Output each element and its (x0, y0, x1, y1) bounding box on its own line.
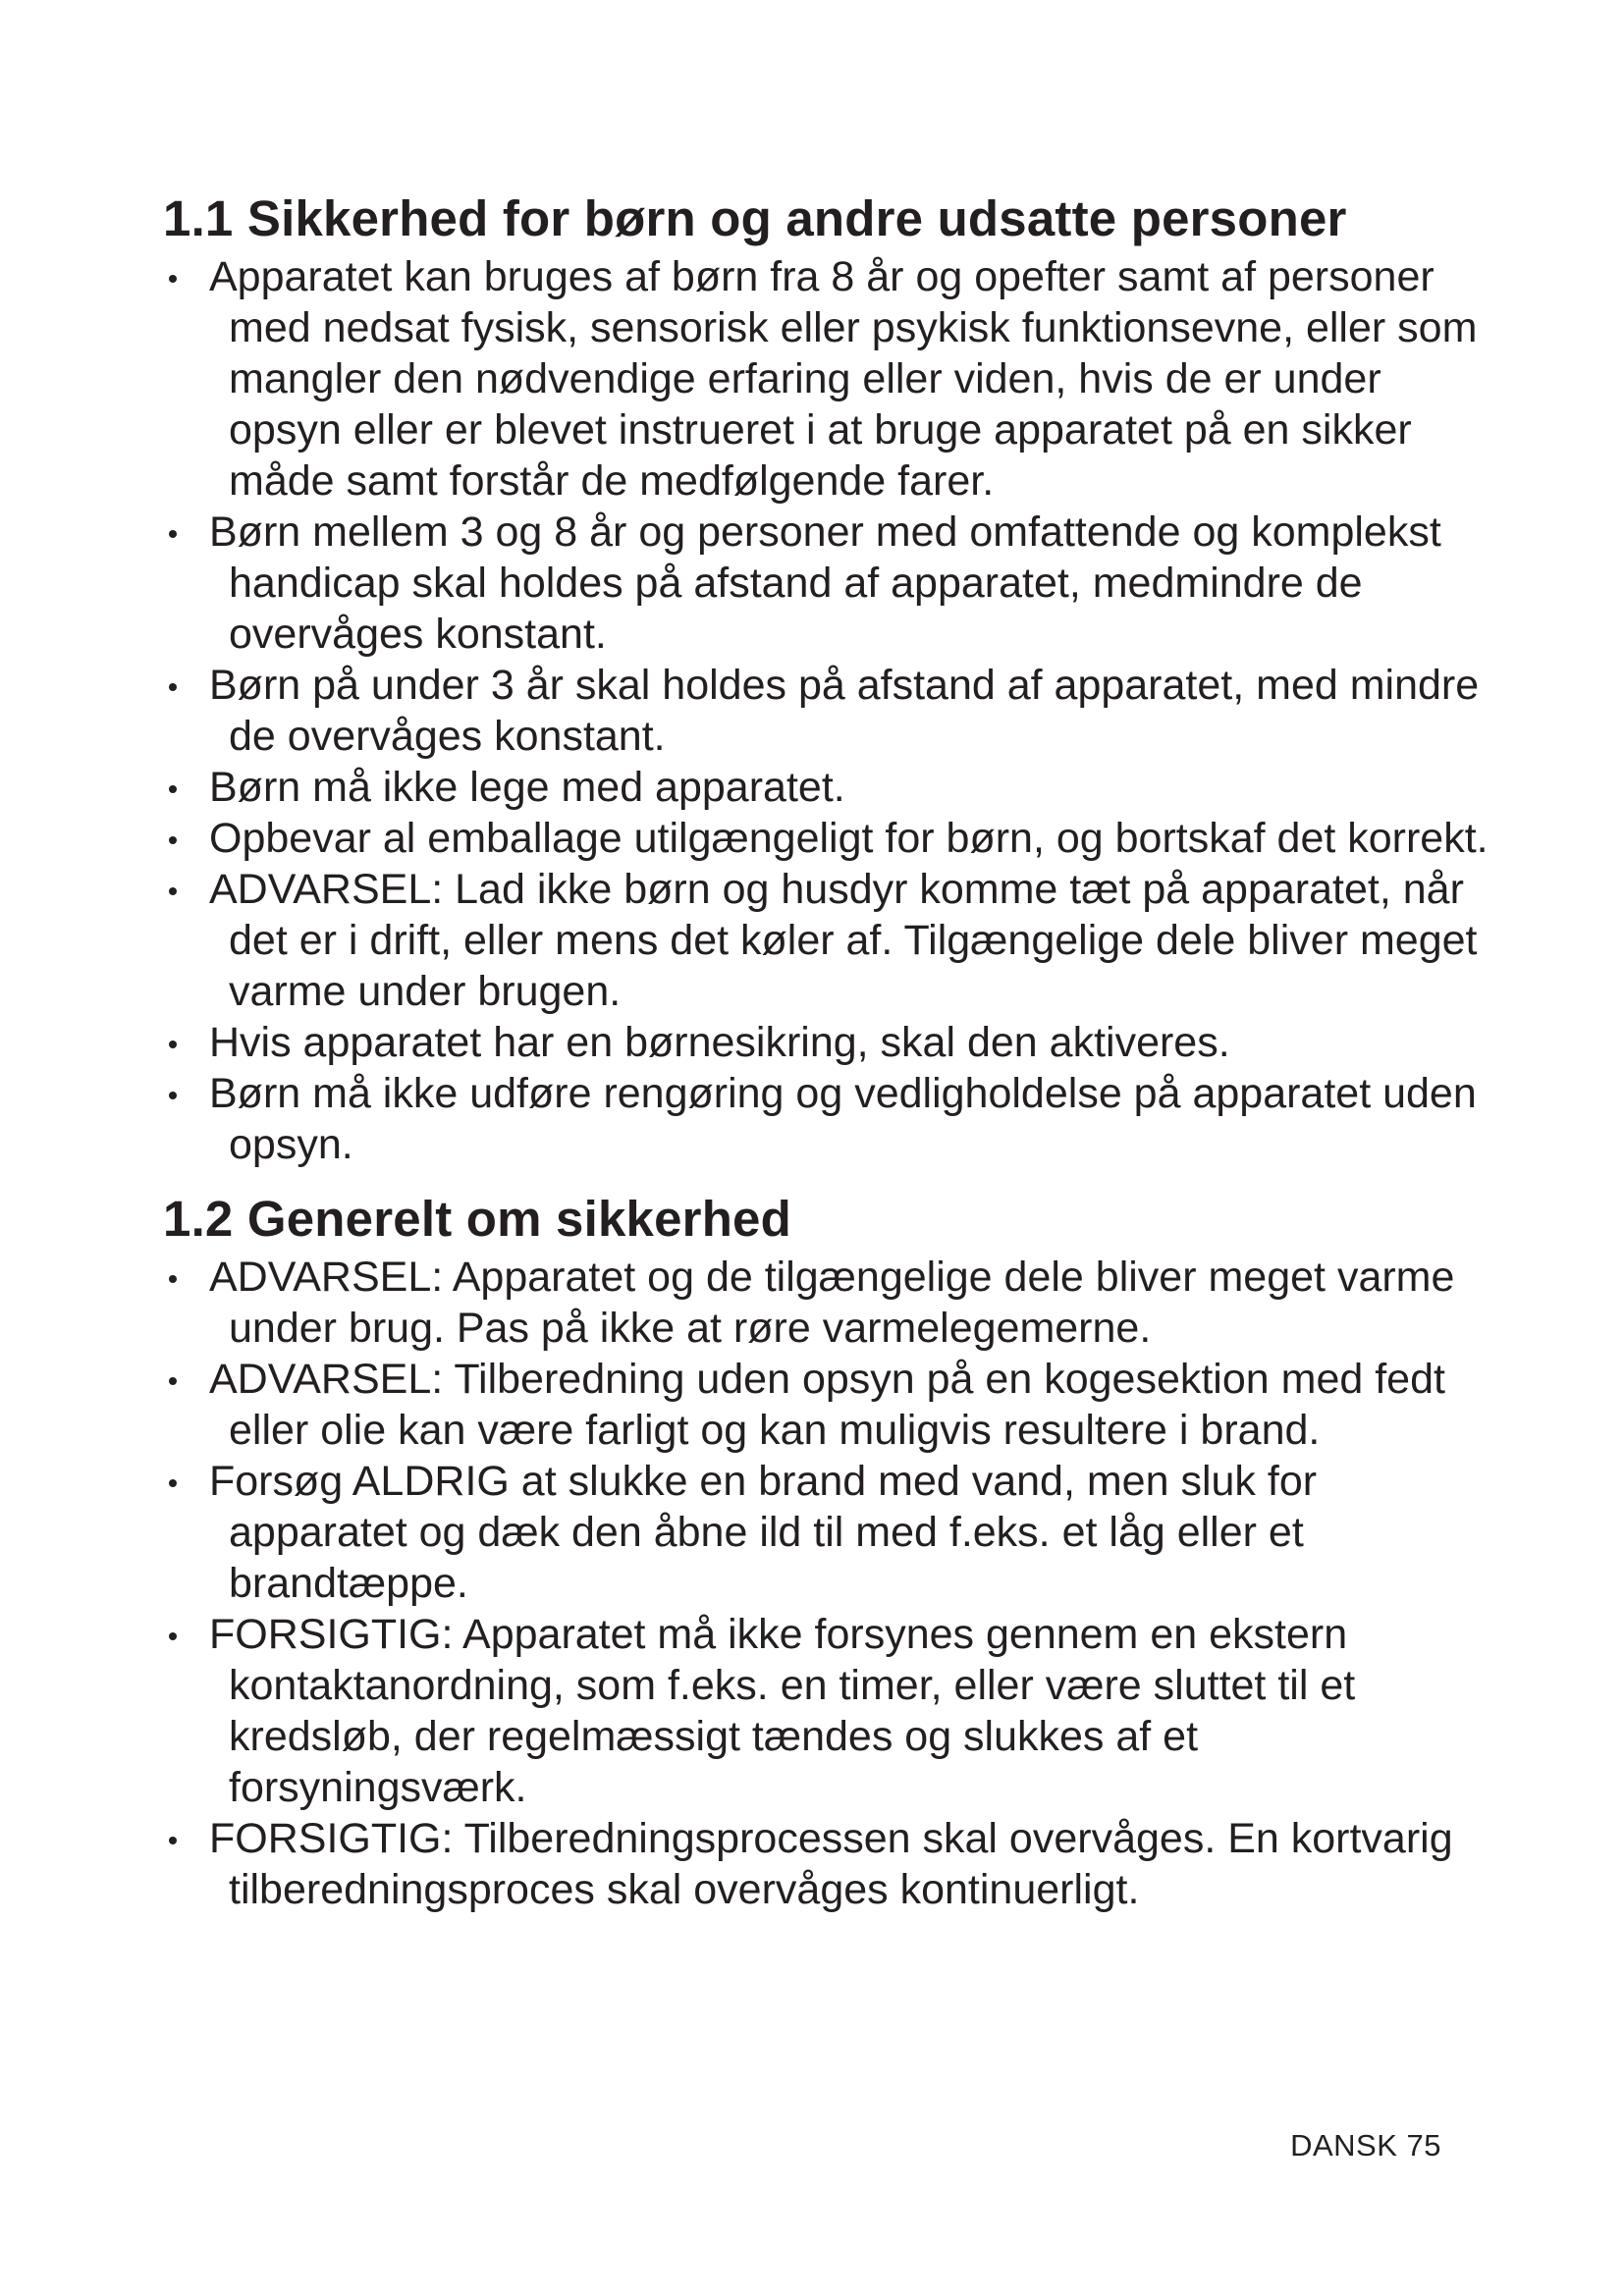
list-item: FORSIGTIG: Tilberedningsprocessen skal overvåges. En kortvarig tilberedningsproces skal overvåges kontinuerligt. (163, 1813, 1498, 1915)
list-item: ADVARSEL: Lad ikke børn og husdyr komme tæt på apparatet, når det er i drift, eller mens det køler af. Tilgængelige dele bliver meget varme under brugen. (163, 864, 1498, 1017)
list-item: Børn på under 3 år skal holdes på afstand af apparatet, med mindre de overvåges konstant. (163, 660, 1498, 762)
section-title-general-safety: 1.2 Generelt om sikkerhed (163, 1191, 791, 1247)
list-item: Apparatet kan bruges af børn fra 8 år og opefter samt af personer med nedsat fysisk, sensorisk eller psykisk funktionsevne, eller som mangler den nødvendige erfaring eller viden, hvis de er under opsyn eller er blevet instrueret i at bruge apparatet på en sikker måde samt forstår de medfølgende farer. (163, 251, 1498, 507)
child-safety-list (163, 251, 1498, 1170)
bullet-icon (169, 887, 177, 895)
bullet-icon (169, 275, 177, 283)
general-safety-list (163, 1252, 1498, 1915)
list-item: Børn må ikke udføre rengøring og vedligholdelse på apparatet uden opsyn. (163, 1068, 1498, 1170)
list-item: ADVARSEL: Tilberedning uden opsyn på en kogesektion med fedt eller olie kan være farligt og kan muligvis resultere i brand. (163, 1354, 1498, 1456)
bullet-icon (169, 1041, 177, 1048)
bullet-icon (169, 785, 177, 793)
bullet-icon (169, 836, 177, 844)
section-title-child-safety: 1.1 Sikkerhed for børn og andre udsatte personer (163, 190, 1347, 246)
footer-language: DANSK (1290, 2128, 1398, 2163)
manual-page-content (163, 190, 1498, 1915)
list-item: ADVARSEL: Apparatet og de tilgængelige dele bliver meget varme under brug. Pas på ikke at røre varmelegemerne. (163, 1252, 1498, 1354)
list-item: Hvis apparatet har en børnesikring, skal den aktiveres. (163, 1017, 1498, 1068)
page-number: 75 (1406, 2128, 1441, 2163)
section-spacer (163, 1170, 1498, 1191)
bullet-icon (169, 1837, 177, 1844)
bullet-icon (169, 683, 177, 691)
bullet-icon (169, 1275, 177, 1283)
bullet-icon (169, 1092, 177, 1099)
list-item: Opbevar al emballage utilgængeligt for børn, og bortskaf det korrekt. (163, 813, 1498, 864)
bullet-icon (169, 1479, 177, 1487)
list-item: Børn mellem 3 og 8 år og personer med omfattende og komplekst handicap skal holdes på afstand af apparatet, medmindre de overvåges konstant. (163, 507, 1498, 660)
bullet-icon (169, 530, 177, 538)
page-footer (1290, 2128, 1441, 2163)
list-item: FORSIGTIG: Apparatet må ikke forsynes gennem en ekstern kontaktanordning, som f.eks. en timer, eller være sluttet til et kredsløb, der regelmæssigt tændes og slukkes af et forsyningsværk. (163, 1609, 1498, 1813)
list-item: Børn må ikke lege med apparatet. (163, 762, 1498, 813)
list-item: Forsøg ALDRIG at slukke en brand med vand, men sluk for apparatet og dæk den åbne ild til med f.eks. et låg eller et brandtæppe. (163, 1456, 1498, 1609)
bullet-icon (169, 1377, 177, 1385)
bullet-icon (169, 1632, 177, 1640)
